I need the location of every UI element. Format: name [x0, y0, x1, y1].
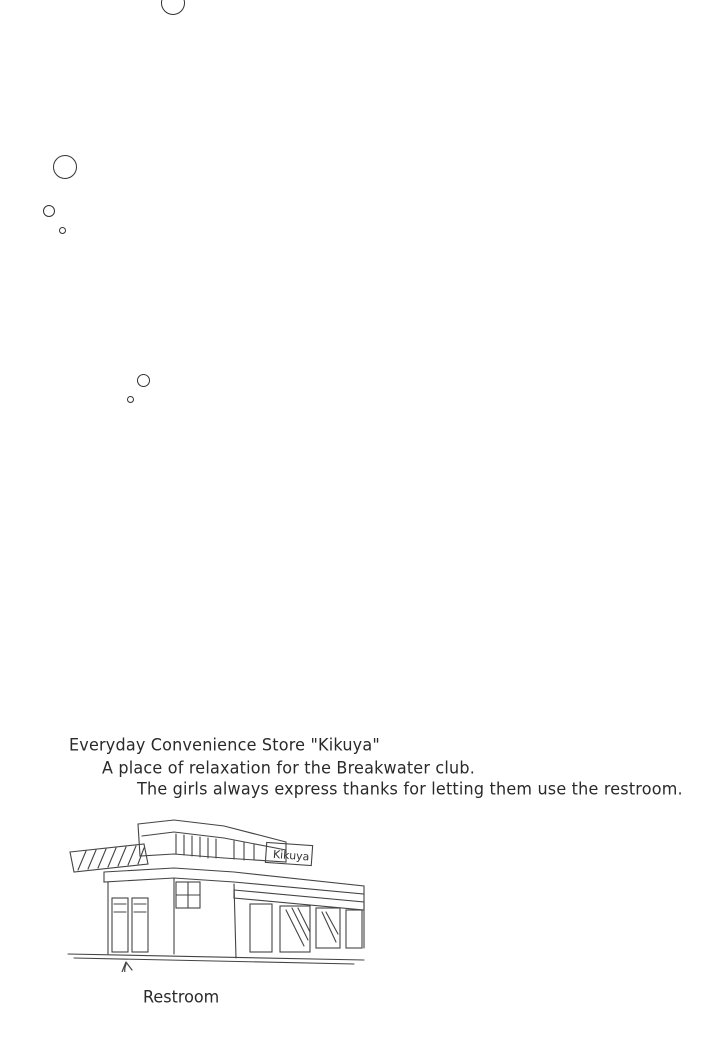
restroom-label: Restroom	[143, 986, 220, 1007]
bubble-2	[53, 155, 77, 179]
bubble-1	[161, 0, 185, 15]
arrow-icon	[122, 962, 140, 972]
store-illustration	[64, 812, 384, 972]
caption-line-3: The girls always express thanks for letting them use the restroom.	[137, 778, 683, 799]
caption-line-2: A place of relaxation for the Breakwater club.	[102, 757, 476, 778]
bubble-6	[127, 396, 134, 403]
bubble-4	[59, 227, 66, 234]
bubble-3	[43, 205, 55, 217]
caption-line-1: Everyday Convenience Store "Kikuya"	[69, 734, 380, 755]
store-sign-text: Kikuya	[272, 847, 310, 864]
bubble-5	[137, 374, 150, 387]
